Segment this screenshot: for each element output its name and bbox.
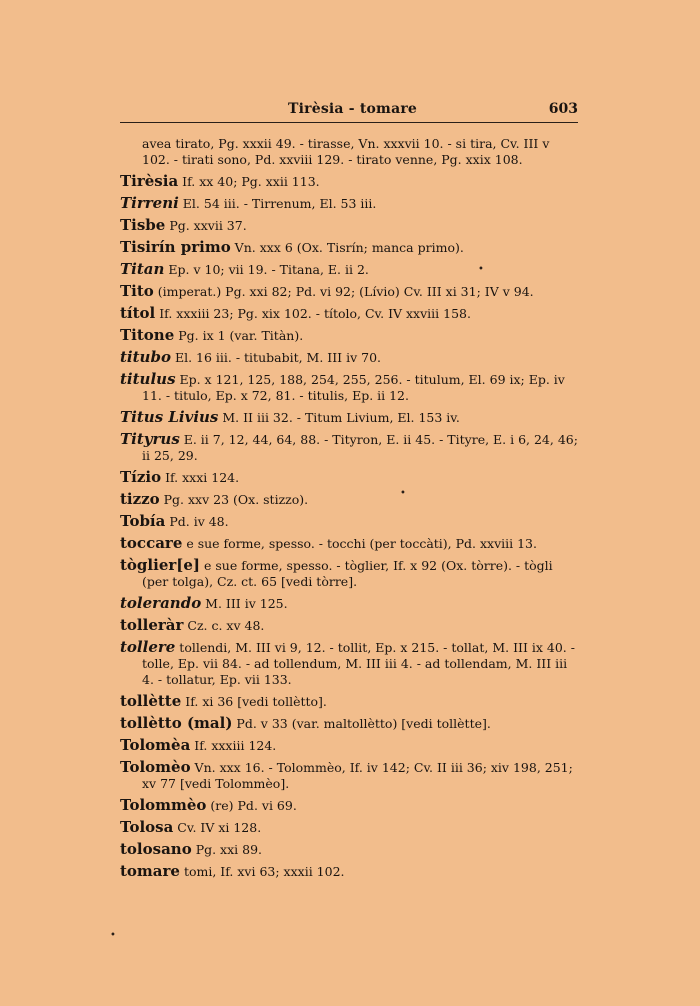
- dictionary-entry: [120, 737, 578, 754]
- running-title: Tirèsia - tomare: [288, 101, 418, 117]
- dictionary-entry: [120, 693, 578, 710]
- entry-headword: Tisirín primo: [120, 238, 231, 256]
- dictionary-entry: [120, 535, 578, 552]
- dictionary-entry: [120, 371, 578, 404]
- dictionary-entry: [120, 239, 578, 256]
- dictionary-entry: [120, 491, 578, 508]
- entry-citations: If. xi 36 [vedi tollètto].: [181, 694, 327, 709]
- dictionary-entry: [120, 863, 578, 880]
- entry-headword: títol: [120, 304, 156, 322]
- entry-citations: Cv. IV xi 128.: [173, 820, 262, 835]
- entry-citations: Pg. ix 1 (var. Titàn).: [174, 328, 304, 343]
- entry-headword: tizzo: [120, 490, 160, 508]
- dictionary-entry: [120, 305, 578, 322]
- dictionary-entry: [120, 261, 578, 278]
- entry-headword: Tolomèo: [120, 758, 191, 776]
- entry-citations: El. 54 iii. - Tirrenum, El. 53 iii.: [178, 196, 377, 211]
- dictionary-entry: [120, 819, 578, 836]
- entry-headword: Tobía: [120, 512, 166, 530]
- entry-headword: tolosano: [120, 840, 192, 858]
- dictionary-entry: [120, 797, 578, 814]
- dictionary-entry: [120, 617, 578, 634]
- dictionary-entry: [120, 557, 578, 590]
- dictionary-entry: [120, 639, 578, 688]
- dictionary-entry: [120, 327, 578, 344]
- entry-citations: If. xxxiii 124.: [190, 738, 277, 753]
- dictionary-entry: [120, 173, 578, 190]
- entry-citations: (imperat.) Pg. xxi 82; Pd. vi 92; (Lívio) Cv. III xi 31; IV v 94.: [153, 284, 534, 299]
- dictionary-entry: [120, 431, 578, 464]
- header-rule: [120, 122, 578, 123]
- entry-citations: Vn. xxx 6 (Ox. Tisrín; manca primo).: [230, 240, 464, 255]
- entry-headword: tomare: [120, 862, 180, 880]
- entry-citations: tomi, If. xvi 63; xxxii 102.: [179, 864, 345, 879]
- entry-headword: Tirreni: [120, 194, 179, 212]
- entry-headword: toccare: [120, 534, 183, 552]
- entry-headword: Titus Livius: [120, 408, 219, 426]
- dictionary-entry: [120, 469, 578, 486]
- dictionary-entry: [120, 195, 578, 212]
- entry-headword: tolerando: [120, 594, 202, 612]
- entry-list: [120, 136, 578, 885]
- entry-headword: Tito: [120, 282, 154, 300]
- dictionary-entry: [120, 841, 578, 858]
- entry-citations: E. ii 7, 12, 44, 64, 88. - Tityron, E. ii 45. - Tityre, E. i 6, 24, 46; ii 25, 29.: [142, 432, 578, 463]
- entry-headword: tollere: [120, 638, 176, 656]
- dictionary-entry: [120, 759, 578, 792]
- page-number: 603: [548, 101, 578, 117]
- entry-headword: Titan: [120, 260, 165, 278]
- entry-citations: M. III iv 125.: [201, 596, 288, 611]
- entry-headword: tolleràr: [120, 616, 184, 634]
- entry-citations: El. 16 iii. - titubabit, M. III iv 70.: [170, 350, 381, 365]
- speck-mark: •: [478, 264, 484, 275]
- dictionary-entry: [120, 595, 578, 612]
- entry-citations: Pd. v 33 (var. maltollètto) [vedi tollètte].: [232, 716, 491, 731]
- entry-citations: If. xxxiii 23; Pg. xix 102. - títolo, Cv. IV xxviii 158.: [155, 306, 471, 321]
- continuation-text: avea tirato, Pg. xxxii 49. - tirasse, Vn. xxxvii 10. - si tira, Cv. III v 102. - tirati sono, Pd. xxviii 129. - tirato venne, Pg. xxix 108.: [142, 136, 550, 167]
- entry-headword: tollètto (mal): [120, 714, 233, 732]
- entry-citations: Pg. xxvii 37.: [165, 218, 247, 233]
- entry-citations: If. xxxi 124.: [161, 470, 240, 485]
- entry-citations: tollendi, M. III vi 9, 12. - tollit, Ep. x 215. - tollat, M. III ix 40. - tolle, Ep. vii 84. - ad tollendum, M. III iii 4. - ad tollendam, M. III iii 4. - tollatur, Ep. vii 133.: [142, 640, 575, 687]
- speck-mark: •: [400, 488, 406, 499]
- entry-citations: Ep. v 10; vii 19. - Titana, E. ii 2.: [164, 262, 369, 277]
- entry-headword: Tolomèa: [120, 736, 191, 754]
- dictionary-entry: [120, 283, 578, 300]
- entry-citations: (re) Pd. vi 69.: [206, 798, 297, 813]
- entry-headword: Tolosa: [120, 818, 174, 836]
- entry-headword: Titone: [120, 326, 175, 344]
- dictionary-entry: [120, 715, 578, 732]
- entry-citations: Pg. xxv 23 (Ox. stizzo).: [159, 492, 309, 507]
- entry-headword: titubo: [120, 348, 171, 366]
- entry-citations: Cz. c. xv 48.: [183, 618, 265, 633]
- entry-citations: Pd. iv 48.: [165, 514, 229, 529]
- entry-citations: M. II iii 32. - Titum Livium, El. 153 iv.: [218, 410, 460, 425]
- entry-citations: e sue forme, spesso. - tòglier, If. x 92 (Ox. tòrre). - tògli (per tolga), Cz. ct. 65 [vedi tòrre].: [142, 558, 553, 589]
- dictionary-entry: [120, 409, 578, 426]
- dictionary-entry: [120, 217, 578, 234]
- entry-citations: If. xx 40; Pg. xxii 113.: [178, 174, 320, 189]
- entry-headword: Tirèsia: [120, 172, 179, 190]
- entry-headword: Tisbe: [120, 216, 166, 234]
- entry-citations: e sue forme, spesso. - tocchi (per toccàti), Pd. xxviii 13.: [182, 536, 537, 551]
- dictionary-entry: [120, 513, 578, 530]
- entry-citations: Ep. x 121, 125, 188, 254, 255, 256. - titulum, El. 69 ix; Ep. iv 11. - titulo, Ep. x 72, 81. - titulis, Ep. ii 12.: [142, 372, 565, 403]
- entry-citations: Pg. xxi 89.: [191, 842, 263, 857]
- entry-headword: Tolommèo: [120, 796, 207, 814]
- entry-citations: Vn. xxx 16. - Tolommèo, If. iv 142; Cv. II iii 36; xiv 198, 251; xv 77 [vedi Tolommèo].: [142, 760, 573, 791]
- speck-mark: •: [110, 930, 116, 941]
- entry-headword: tollètte: [120, 692, 182, 710]
- entry-headword: Tityrus: [120, 430, 180, 448]
- dictionary-entry: [120, 349, 578, 366]
- entry-headword: titulus: [120, 370, 176, 388]
- entry-headword: Tízio: [120, 468, 162, 486]
- entry-headword: tòglier[e]: [120, 556, 201, 574]
- running-header: [120, 99, 578, 121]
